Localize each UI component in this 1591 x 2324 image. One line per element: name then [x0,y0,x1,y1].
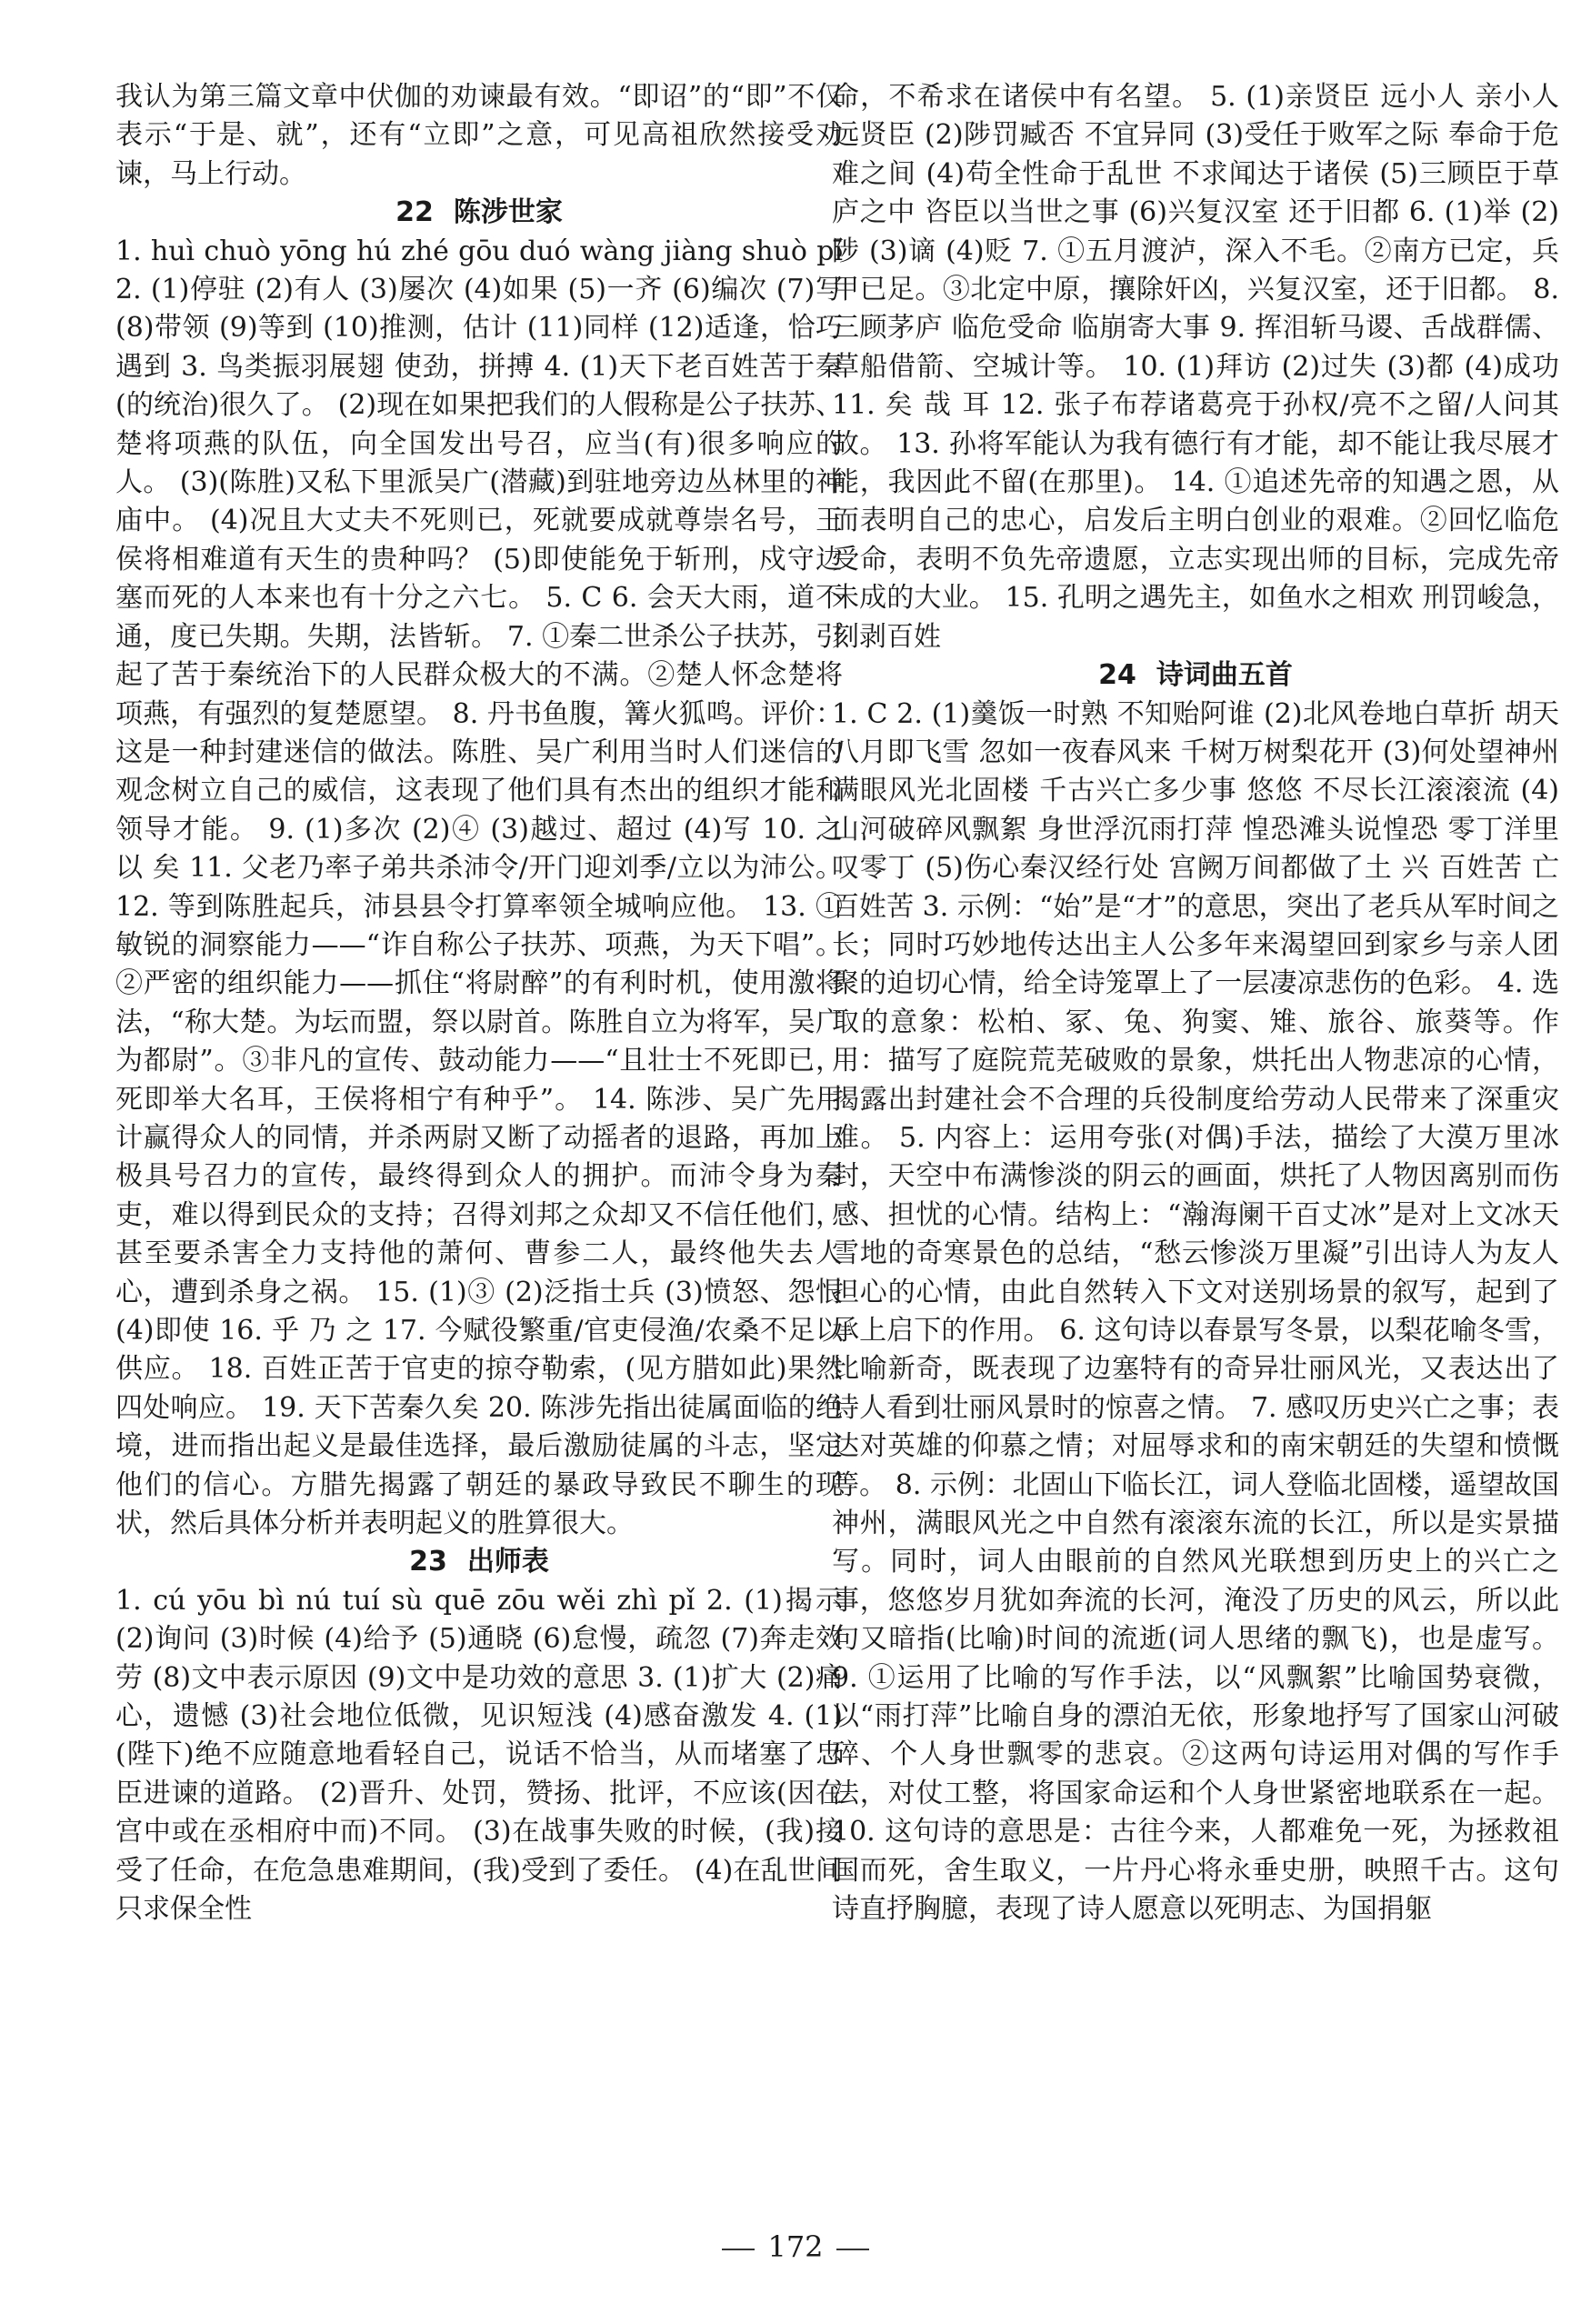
page-footer [0,2229,1591,2264]
section-number: 23 [409,1546,447,1578]
section-title: 陈涉世家 [453,196,563,229]
section-heading-24 [832,656,1559,695]
answer-paragraph-intro: 我认为第三篇文章中伏伽的劝谏最有效。“即诏”的“即”不仅表示“于是、就”，还有“立即”之意，可见高祖欣然接受劝谏，马上行动。 [115,81,843,190]
section-24-answers: 1. C 2. (1)羹饭一时熟 不知贻阿谁 (2)北风卷地白草折 胡天八月即飞雪 忽如一夜春风来 千树万树梨花开 (3)何处望神州 满眼风光北固楼 千古兴亡多少事 悠悠 不尽长江滚滚流 (4)山河破碎风飘絮 身世浮沉雨打萍 惶恐滩头说惶恐 零丁洋里叹零丁 (5)伤心秦汉经行处 宫阙万间都做了土 兴 百姓苦 亡 百姓苦 3. 示例：“始”是“才”的意思，突出了老兵从军时间之长；同时巧妙地传达出主人公多年来渴望回到家乡与亲人团聚的迫切心情，给全诗笼罩上了一层凄凉悲伤的色彩。 4. 选取的意象：松柏、冢、兔、狗窦、雉、旅谷、旅葵等。作用：描写了庭院荒芜破败的景象，烘托出人物悲凉的心情，揭露出封建社会不合理的兵役制度给劳动人民带来了深重灾难。 5. 内容上：运用夸张(对偶)手法，描绘了大漠万里冰封，天空中布满惨淡的阴云的画面，烘托了人物因离别而伤感、担忧的心情。结构上：“瀚海阑干百丈冰”是对上文冰天雪地的奇寒景色的总结，“愁云惨淡万里凝”引出诗人为友人担心的心情，由此自然转入下文对送别场景的叙写，起到了承上启下的作用。 6. 这句诗以春景写冬景，以梨花喻冬雪，比喻新奇，既表现了边塞特有的奇异壮丽风光，又表达出了诗人看到壮丽风景时的惊喜之情。 7. 感叹历史兴亡之事；表达对英雄的仰慕之情；对屈辱求和的南宋朝廷的失望和愤慨等。 8. 示例：北固山下临长江，词人登临北固楼，遥望故国神州，满眼风光之中自然有滚滚东流的长江，所以是实景描写。同时，词人由眼前的自然风光联想到历史上的兴亡之事，悠悠岁月犹如奔流的长河，淹没了历史的风云，所以此句又暗指(比喻)时间的流逝(词人思绪的飘飞)，也是虚写。 9. ①运用了比喻的写作手法，以“风飘絮”比喻国势衰微，以“雨打萍”比喻自身的漂泊无依，形象地抒写了国家山河破碎、个人身世飘零的悲哀。②这两句诗运用对偶的写作手法，对仗工整，将国家命运和个人身世紧密地联系在一起。 10. 这句诗的意思是：古往今来，人都难免一死，为拯救祖国而死，舍生取义，一片丹心将永垂史册，映照千古。这句诗直抒胸臆，表现了诗人愿意以死明志、为国捐躯 [832,697,1559,1926]
footer-dash-left [722,2249,755,2250]
section-heading-22 [115,194,843,232]
left-column [115,78,843,1929]
section-number: 22 [395,196,434,229]
section-23-answers: 1. cú yōu bì nú tuí sù quē zōu wěi zhì pǐ 2. (1)揭示 (2)询问 (3)时候 (4)给予 (5)通晓 (6)怠慢，疏忽 (7)奔走效劳 (8)文中表示原因 (9)文中是功效的意思 3. (1)扩大 (2)痛心，遗憾 (3)社会地位低微，见识短浅 (4)感奋激发 4. (1)(陛下)绝不应随意地看轻自己，说话不恰当，从而堵塞了忠臣进谏的道路。 (2)晋升、处罚，赞扬、批评，不应该(因在宫中或在丞相府中而)不同。 (3)在战事失败的时候，(我)接受了任命，在危急患难期间，(我)受到了委任。 (4)在乱世间只求保全性 [115,1584,843,1926]
section-number: 24 [1098,659,1136,692]
section-heading-23 [115,1543,843,1581]
section-23-answers-continued: 命，不希求在诸侯中有名望。 5. (1)亲贤臣 远小人 亲小人 远贤臣 (2)陟罚臧否 不宜异同 (3)受任于败军之际 奉命于危难之间 (4)苟全性命于乱世 不求闻达于诸侯 (5)三顾臣于草庐之中 咨臣以当世之事 (6)兴复汉室 还于旧都 6. (1)举 (2)陟 (3)谪 (4)贬 7. ①五月渡泸，深入不毛。②南方已定，兵甲已足。③北定中原，攘除奸凶，兴复汉室，还于旧都。 8. 三顾茅庐 临危受命 临崩寄大事 9. 挥泪斩马谡、舌战群儒、草船借箭、空城计等。 10. (1)拜访 (2)过失 (3)都 (4)成功 11. 矣 哉 耳 12. 张子布荐诸葛亮于孙权/亮不之留/人问其故。 13. 孙将军能认为我有德行有才能，却不能让我尽展才能，我因此不留(在那里)。 14. ①追述先帝的知遇之恩，从而表明自己的忠心，启发后主明白创业的艰难。②回忆临危受命，表明不负先帝遗愿，立志实现出师的目标，完成先帝未成的大业。 15. 孔明之遇先主，如鱼水之相欢 刑罚峻急，刻剥百姓 [832,81,1559,653]
section-title: 诗词曲五首 [1156,659,1293,692]
section-title: 出师表 [466,1546,549,1578]
right-column [832,78,1559,1929]
footer-dash-right [836,2249,869,2250]
section-22-answers: 1. huì chuò yōng hú zhé gōu duó wàng jiàng shuò pī 2. (1)停驻 (2)有人 (3)屡次 (4)如果 (5)一齐 (6)编次 (7)写 (8)带领 (9)等到 (10)推测，估计 (11)同样 (12)适逢，恰巧遇到 3. 鸟类振羽展翅 使劲，拼搏 4. (1)天下老百姓苦于秦(的统治)很久了。 (2)现在如果把我们的人假称是公子扶苏、楚将项燕的队伍，向全国发出号召，应当(有)很多响应的人。 (3)(陈胜)又私下里派吴广(潜藏)到驻地旁边丛林里的神庙中。 (4)况且大丈夫不死则已，死就要成就尊崇名号，王侯将相难道有天生的贵种吗？ (5)即使能免于斩刑，戍守边塞而死的人本来也有十分之六七。 5. C 6. 会天大雨，道不通，度已失期。失期，法皆斩。 7. ①秦二世杀公子扶苏，引起了苦于秦统治下的人民群众极大的不满。②楚人怀念楚将项燕，有强烈的复楚愿望。 8. 丹书鱼腹，篝火狐鸣。评价：这是一种封建迷信的做法。陈胜、吴广利用当时人们迷信的观念树立自己的威信，这表现了他们具有杰出的组织才能和领导才能。 9. (1)多次 (2)④ (3)越过、超过 (4)写 10. 之 以 矣 11. 父老乃率子弟共杀沛令/开门迎刘季/立以为沛公。 12. 等到陈胜起兵，沛县县令打算率领全城响应他。 13. ①敏锐的洞察能力——“诈自称公子扶苏、项燕，为天下唱”。②严密的组织能力——抓住“将尉醉”的有利时机，使用激将法，“称大楚。为坛而盟，祭以尉首。陈胜自立为将军，吴广为都尉”。③非凡的宣传、鼓动能力——“且壮士不死即已，死即举大名耳，王侯将相宁有种乎”。 14. 陈涉、吴广先用计赢得众人的同情，并杀两尉又断了动摇者的退路，再加上极具号召力的宣传，最终得到众人的拥护。而沛令身为秦吏，难以得到民众的支持；召得刘邦之众却又不信任他们，甚至要杀害全力支持他的萧何、曹参二人，最终他失去人心，遭到杀身之祸。 15. (1)③ (2)泛指士兵 (3)愤怒、怨恨 (4)即使 16. 乎 乃 之 17. 今赋役繁重/官吏侵渔/农桑不足以供应。 18. 百姓正苦于官吏的掠夺勒索，(见方腊如此)果然四处响应。 19. 天下苦秦久矣 20. 陈涉先指出徒属面临的绝境，进而指出起义是最佳选择，最后激励徒属的斗志，坚定他们的信心。方腊先揭露了朝廷的暴政导致民不聊生的现状，然后具体分析并表明起义的胜算很大。 [115,235,843,1540]
page-number: 172 [767,2229,824,2264]
